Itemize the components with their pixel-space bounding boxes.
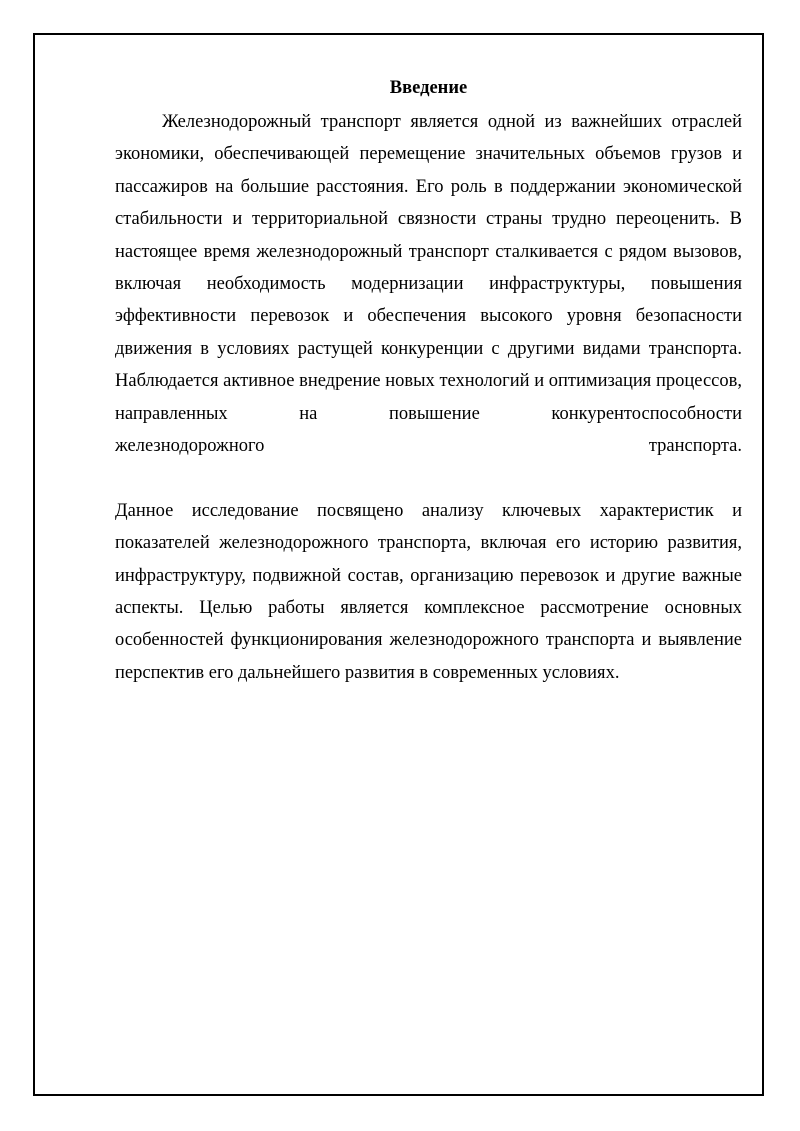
paragraph-spacer xyxy=(115,462,742,494)
last-line-right-word: транспорта. xyxy=(648,436,742,457)
document-title: Введение xyxy=(389,78,468,98)
document-body xyxy=(115,74,742,689)
intro-paragraph-1-last-line xyxy=(115,430,742,462)
intro-paragraph-2: Данное исследование посвящено анализу ключевых характеристик и показателей железнодорожного транспорта, включая его историю развития, инфраструктуру, подвижной состав, организацию перевозок и другие важные аспекты. Целью работы является комплексное рассмотрение основных особенностей функционирования железнодорожного транспорта и выявление перспектив его дальнейшего развития в современных условиях. xyxy=(115,500,742,683)
last-line-left-word: железнодорожного xyxy=(115,436,265,457)
intro-paragraph-1: Железнодорожный транспорт является одной из важнейших отраслей экономики, обеспечивающей перемещение значительных объемов грузов и пассажиров на большие расстояния. Его роль в поддержании экономической стабильности и территориальной связности страны трудно переоценить. В настоящее время железнодорожный транспорт сталкивается с рядом вызовов, включая необходимость модернизации инфраструктуры, повышения эффективности перевозок и обеспечения высокого уровня безопасности движения в условиях растущей конкуренции с другими видами транспорта. Наблюдается активное внедрение новых технологий и оптимизация процессов, направленных на повышение конкурентоспособности xyxy=(115,112,742,424)
